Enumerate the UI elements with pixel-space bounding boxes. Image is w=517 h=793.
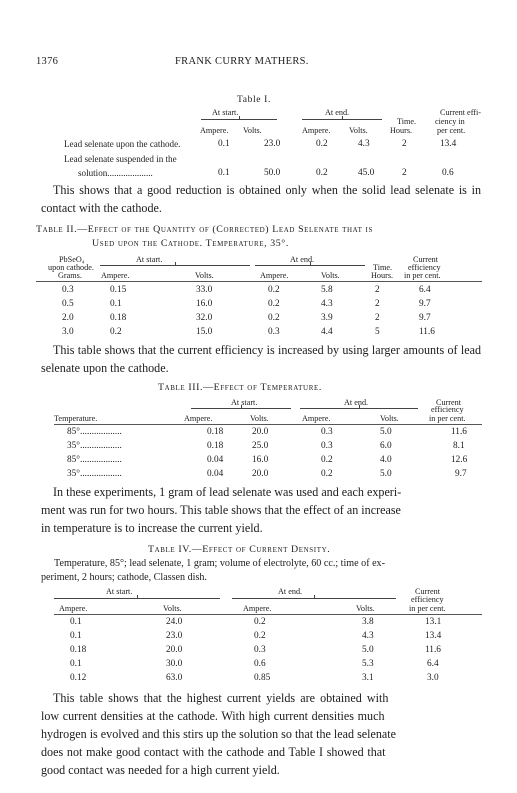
table-4-cell: 3.1 xyxy=(362,673,374,683)
paragraph-4-line-5: good contact was needed for a high current yield. xyxy=(41,763,280,777)
table-3-row-label: 35°.................. xyxy=(67,469,122,479)
table-2-cell: 0.18 xyxy=(110,313,127,323)
table-3-col-eff-2: efficiency xyxy=(431,405,464,414)
table-2-cell: 2.0 xyxy=(62,313,74,323)
table-3-cell: 0.2 xyxy=(321,455,333,465)
table-4-cell: 0.12 xyxy=(70,673,87,683)
paragraph-3-line-1: In these experiments, 1 gram of lead selenate was used and each experi- xyxy=(53,485,402,499)
paragraph-2 xyxy=(41,342,481,378)
table-2-cell: 33.0 xyxy=(196,285,213,295)
table-1-cell: 23.0 xyxy=(264,139,281,149)
table-3-cell: 11.6 xyxy=(451,427,467,437)
table-3-row-label: 85°.................. xyxy=(67,427,122,437)
table-2-cell: 0.2 xyxy=(268,313,280,323)
table-4-header-rule xyxy=(54,614,482,615)
table-3-cell: 0.18 xyxy=(207,441,224,451)
table-2-group-start: At start. xyxy=(136,255,163,264)
table-3-cell: 0.3 xyxy=(321,427,333,437)
table-4-col-volts-end: Volts. xyxy=(356,604,375,613)
table-1-col-volts-start: Volts. xyxy=(243,126,262,135)
table-1-col-volts-end: Volts. xyxy=(349,126,368,135)
table-1-row-1-label: Lead selenate upon the cathode. xyxy=(64,139,181,149)
table-2-cell: 5 xyxy=(375,327,380,337)
table-3-cell: 6.0 xyxy=(380,441,392,451)
paragraph-1-text: This shows that a good reduction is obtained only when the solid lead selenate is in contact with the cathode. xyxy=(41,183,481,215)
table-2-cell: 0.3 xyxy=(62,285,74,295)
table-3-cell: 0.04 xyxy=(207,455,224,465)
table-2-cell: 0.2 xyxy=(268,285,280,295)
table-3-cell: 9.7 xyxy=(455,469,467,479)
table-2-cell: 2 xyxy=(375,299,380,309)
table-4-cell: 5.3 xyxy=(362,659,374,669)
table-1-col-ampere-start: Ampere. xyxy=(200,126,229,135)
paragraph-3-line-2: ment was run for two hours. This table shows that the effect of an increase xyxy=(41,503,401,517)
table-4-cell: 3.0 xyxy=(427,673,439,683)
table-1-cell: 2 xyxy=(402,139,407,149)
table-3-cell: 25.0 xyxy=(252,441,269,451)
table-2-cell: 6.4 xyxy=(419,285,431,295)
table-3-cell: 4.0 xyxy=(380,455,392,465)
table-2-cell: 11.6 xyxy=(419,327,435,337)
table-4-col-volts-start: Volts. xyxy=(163,604,182,613)
paragraph-2-text: This table shows that the current efficiency is increased by using larger amounts of lead selenate upon the cathode. xyxy=(41,343,481,375)
table-2-group-end: At end. xyxy=(290,255,315,264)
paragraph-4-line-2: low current densities at the cathode. With high current densities much xyxy=(41,709,385,723)
table-2-col-pbseo4-3: Grams. xyxy=(58,271,82,280)
table-4-col-ampere-end: Ampere. xyxy=(243,604,272,613)
table-1-col-time: Time. xyxy=(397,117,417,126)
paragraph-4-line-4: does not make good contact with the cathode and Table I showed that xyxy=(41,745,386,759)
table-4-note-2: periment, 2 hours; cathode, Classen dish. xyxy=(41,572,207,583)
table-3-group-end: At end. xyxy=(344,398,369,407)
table-1-group-end: At end. xyxy=(325,108,350,117)
table-2-cell: 16.0 xyxy=(196,299,213,309)
table-1-col-eff-3: per cent. xyxy=(437,126,466,135)
table-3-cell: 20.0 xyxy=(252,427,269,437)
table-2-col-pbseo4-1: PbSeO₄ xyxy=(59,255,85,264)
table-1-cell: 0.6 xyxy=(442,168,454,178)
table-2-col-time-1: Time. xyxy=(373,263,393,272)
paragraph-4-line-3: hydrogen is evolved and this stirs up the solution so that the lead selenate xyxy=(41,727,397,741)
table-2-col-ampere-end: Ampere. xyxy=(260,271,289,280)
table-2-cell: 9.7 xyxy=(419,313,431,323)
table-1-cell: 4.3 xyxy=(358,139,370,149)
table-3-row-label: 85°.................. xyxy=(67,455,122,465)
table-3-col-ampere-start: Ampere. xyxy=(184,414,213,423)
table-3-cell: 0.2 xyxy=(321,469,333,479)
table-4-cell: 24.0 xyxy=(166,617,183,627)
table-2-col-eff-1: Current xyxy=(413,255,439,264)
table-4-cell: 11.6 xyxy=(425,645,441,655)
table-4-cell: 4.3 xyxy=(362,631,374,641)
table-1-cell: 0.2 xyxy=(316,168,328,178)
table-1-row-2-label-2: solution.................... xyxy=(78,168,153,178)
table-4-cell: 0.3 xyxy=(254,645,266,655)
table-4-cell: 0.2 xyxy=(254,631,266,641)
table-1-col-eff-1: Current effi- xyxy=(440,108,481,117)
table-4-cell: 0.18 xyxy=(70,645,87,655)
table-4-group-end: At end. xyxy=(278,587,303,596)
table-4-cell: 20.0 xyxy=(166,645,183,655)
table-3-row-label: 35°.................. xyxy=(67,441,122,451)
table-1-cell: 50.0 xyxy=(264,168,281,178)
table-3-cell: 0.18 xyxy=(207,427,224,437)
table-1-cell: 0.1 xyxy=(218,168,230,178)
table-1-brace-end xyxy=(302,119,382,125)
table-4-cell: 13.1 xyxy=(425,617,442,627)
table-3-cell: 12.6 xyxy=(451,455,468,465)
table-3-caption: Table III.—Effect of Temperature. xyxy=(158,382,322,393)
table-1-row-2-label-1: Lead selenate suspended in the xyxy=(64,154,177,164)
table-2-cell: 0.2 xyxy=(268,299,280,309)
table-2-col-volts-end: Volts. xyxy=(321,271,340,280)
table-4-col-eff-3: in per cent. xyxy=(409,604,446,613)
table-1-cell: 0.2 xyxy=(316,139,328,149)
paragraph-1 xyxy=(41,182,481,218)
table-2-caption-2: Used upon the Cathode. Temperature, 35°. xyxy=(92,238,289,249)
table-2-cell: 9.7 xyxy=(419,299,431,309)
table-4-cell: 6.4 xyxy=(427,659,439,669)
table-2-cell: 32.0 xyxy=(196,313,213,323)
table-3-group-start: At start. xyxy=(231,398,258,407)
table-1-col-eff-2: ciency in xyxy=(435,117,465,126)
table-3-cell: 0.04 xyxy=(207,469,224,479)
running-title: FRANK CURRY MATHERS. xyxy=(175,56,309,67)
table-2-col-ampere-start: Ampere. xyxy=(101,271,130,280)
table-1-col-time-unit: Hours. xyxy=(390,126,413,135)
table-4-cell: 0.1 xyxy=(70,631,82,641)
paragraph-4-line-1: This table shows that the highest current yields are obtained with xyxy=(53,691,389,705)
table-4-col-eff-1: Current xyxy=(415,587,441,596)
table-3-cell: 5.0 xyxy=(380,427,392,437)
table-4-col-eff-2: efficiency xyxy=(411,595,444,604)
table-3-col-volts-end: Volts. xyxy=(380,414,399,423)
table-2-col-eff-2: efficiency xyxy=(408,263,441,272)
table-1-cell: 0.1 xyxy=(218,139,230,149)
table-3-col-eff-3: in per cent. xyxy=(429,414,466,423)
table-3-cell: 0.3 xyxy=(321,441,333,451)
table-1-cell: 2 xyxy=(402,168,407,178)
table-2-cell: 2 xyxy=(375,313,380,323)
table-3-col-ampere-end: Ampere. xyxy=(302,414,331,423)
table-2-col-time-2: Hours. xyxy=(371,271,394,280)
table-1-brace-start xyxy=(201,119,277,125)
table-1-caption: Table I. xyxy=(237,94,271,105)
table-2-col-volts-start: Volts. xyxy=(195,271,214,280)
table-2-cell: 3.9 xyxy=(321,313,333,323)
table-2-col-pbseo4-2: upon cathode. xyxy=(48,263,94,272)
table-3-cell: 8.1 xyxy=(453,441,465,451)
table-2-cell: 3.0 xyxy=(62,327,74,337)
table-2-header-rule xyxy=(36,281,482,282)
paragraph-3-line-3: in temperature is to increase the current yield. xyxy=(41,521,263,535)
table-2-caption-1: Table II.—Effect of the Quantity of (Corrected) Lead Selenate that is xyxy=(36,224,373,235)
table-4-col-ampere-start: Ampere. xyxy=(59,604,88,613)
table-2-cell: 0.1 xyxy=(110,299,122,309)
table-4-caption: Table IV.—Effect of Current Density. xyxy=(148,544,331,555)
table-3-cell: 16.0 xyxy=(252,455,269,465)
table-1-col-ampere-end: Ampere. xyxy=(302,126,331,135)
table-2-cell: 0.15 xyxy=(110,285,127,295)
table-4-cell: 0.1 xyxy=(70,617,82,627)
table-2-cell: 0.5 xyxy=(62,299,74,309)
table-4-cell: 13.4 xyxy=(425,631,442,641)
table-2-cell: 4.3 xyxy=(321,299,333,309)
table-3-col-eff-1: Current xyxy=(436,398,462,407)
table-1-group-start: At start. xyxy=(212,108,239,117)
table-4-group-start: At start. xyxy=(106,587,133,596)
table-4-cell: 63.0 xyxy=(166,673,183,683)
page-number: 1376 xyxy=(36,56,59,67)
table-2-cell: 5.8 xyxy=(321,285,333,295)
table-3-col-volts-start: Volts. xyxy=(250,414,269,423)
table-2-cell: 4.4 xyxy=(321,327,333,337)
table-2-col-eff-3: in per cent. xyxy=(404,271,441,280)
table-3-header-rule xyxy=(54,424,482,425)
table-1-cell: 13.4 xyxy=(440,139,457,149)
table-4-cell: 0.6 xyxy=(254,659,266,669)
table-4-cell: 30.0 xyxy=(166,659,183,669)
table-4-cell: 0.85 xyxy=(254,673,271,683)
table-3-cell: 20.0 xyxy=(252,469,269,479)
table-2-cell: 15.0 xyxy=(196,327,213,337)
table-4-cell: 0.2 xyxy=(254,617,266,627)
table-1-cell: 45.0 xyxy=(358,168,375,178)
table-2-cell: 2 xyxy=(375,285,380,295)
table-4-cell: 3.8 xyxy=(362,617,374,627)
table-3-col-temp: Temperature. xyxy=(54,414,98,423)
table-2-cell: 0.3 xyxy=(268,327,280,337)
table-4-cell: 5.0 xyxy=(362,645,374,655)
table-3-cell: 5.0 xyxy=(380,469,392,479)
table-2-cell: 0.2 xyxy=(110,327,122,337)
table-4-cell: 23.0 xyxy=(166,631,183,641)
table-4-note-1: Temperature, 85°; lead selenate, 1 gram; volume of electrolyte, 60 cc.; time of ex- xyxy=(54,558,385,569)
table-4-cell: 0.1 xyxy=(70,659,82,669)
